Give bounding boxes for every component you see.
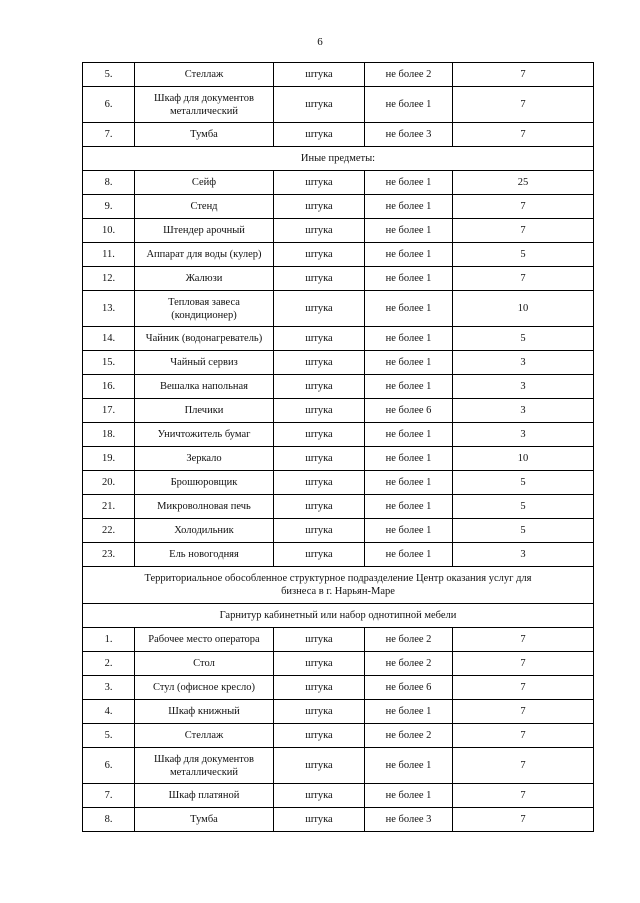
row-number-cell: 8. [83, 808, 135, 832]
quantity-cell: не более 1 [365, 748, 453, 784]
row-number-cell: 7. [83, 123, 135, 147]
unit-cell: штука [274, 652, 365, 676]
quantity-cell: не более 2 [365, 724, 453, 748]
table-row [83, 243, 594, 267]
item-name-cell: Аппарат для воды (кулер) [135, 243, 274, 267]
service-life-cell: 7 [453, 195, 594, 219]
item-name-cell: Сейф [135, 171, 274, 195]
item-name-cell: Вешалка напольная [135, 375, 274, 399]
table-row [83, 375, 594, 399]
item-name-cell: Зеркало [135, 447, 274, 471]
service-life-cell: 10 [453, 291, 594, 327]
row-number-cell: 16. [83, 375, 135, 399]
row-number-cell: 23. [83, 543, 135, 567]
item-name-cell: Шкаф платяной [135, 784, 274, 808]
table-row [83, 543, 594, 567]
row-number-cell: 8. [83, 171, 135, 195]
item-name-cell: Брошюровщик [135, 471, 274, 495]
row-number-cell: 10. [83, 219, 135, 243]
service-life-cell: 3 [453, 375, 594, 399]
section-heading: Иные предметы: [83, 147, 594, 171]
section-heading-row [83, 567, 594, 604]
item-name-cell: Стенд [135, 195, 274, 219]
unit-cell: штука [274, 87, 365, 123]
unit-cell: штука [274, 700, 365, 724]
service-life-cell: 5 [453, 519, 594, 543]
item-name-cell: Чайник (водонагреватель) [135, 327, 274, 351]
unit-cell: штука [274, 63, 365, 87]
page-number: 6 [317, 36, 323, 48]
unit-cell: штука [274, 267, 365, 291]
item-name-cell: Стеллаж [135, 63, 274, 87]
quantity-cell: не более 1 [365, 219, 453, 243]
unit-cell: штука [274, 724, 365, 748]
table-row [83, 195, 594, 219]
section-heading: Территориальное обособленное структурное подразделение Центр оказания услуг для бизнеса в г. Нарьян-Маре [83, 567, 594, 604]
service-life-cell: 7 [453, 63, 594, 87]
table-row [83, 700, 594, 724]
table-row [83, 628, 594, 652]
item-name-cell: Стул (офисное кресло) [135, 676, 274, 700]
quantity-cell: не более 6 [365, 676, 453, 700]
unit-cell: штука [274, 327, 365, 351]
service-life-cell: 7 [453, 700, 594, 724]
table-row [83, 219, 594, 243]
item-name-cell: Рабочее место оператора [135, 628, 274, 652]
table-row [83, 784, 594, 808]
inventory-table [82, 62, 594, 832]
service-life-cell: 25 [453, 171, 594, 195]
service-life-cell: 7 [453, 748, 594, 784]
quantity-cell: не более 1 [365, 267, 453, 291]
quantity-cell: не более 3 [365, 808, 453, 832]
quantity-cell: не более 1 [365, 447, 453, 471]
row-number-cell: 6. [83, 748, 135, 784]
unit-cell: штука [274, 519, 365, 543]
unit-cell: штука [274, 291, 365, 327]
section-heading: Гарнитур кабинетный или набор однотипной мебели [83, 604, 594, 628]
item-name-cell: Шкаф для документов металлический [135, 87, 274, 123]
table-row [83, 291, 594, 327]
unit-cell: штука [274, 423, 365, 447]
service-life-cell: 3 [453, 351, 594, 375]
row-number-cell: 5. [83, 724, 135, 748]
service-life-cell: 7 [453, 628, 594, 652]
item-name-cell: Жалюзи [135, 267, 274, 291]
row-number-cell: 14. [83, 327, 135, 351]
quantity-cell: не более 2 [365, 63, 453, 87]
row-number-cell: 11. [83, 243, 135, 267]
quantity-cell: не более 1 [365, 243, 453, 267]
unit-cell: штука [274, 808, 365, 832]
quantity-cell: не более 1 [365, 519, 453, 543]
unit-cell: штука [274, 171, 365, 195]
item-name-cell: Тепловая завеса (кондиционер) [135, 291, 274, 327]
item-name-cell: Тумба [135, 808, 274, 832]
item-name-cell: Плечики [135, 399, 274, 423]
table-row [83, 676, 594, 700]
service-life-cell: 7 [453, 267, 594, 291]
service-life-cell: 7 [453, 808, 594, 832]
quantity-cell: не более 1 [365, 471, 453, 495]
quantity-cell: не более 1 [365, 700, 453, 724]
quantity-cell: не более 1 [365, 351, 453, 375]
item-name-cell: Чайный сервиз [135, 351, 274, 375]
table-row [83, 652, 594, 676]
quantity-cell: не более 1 [365, 423, 453, 447]
table-row [83, 423, 594, 447]
unit-cell: штука [274, 351, 365, 375]
quantity-cell: не более 1 [365, 291, 453, 327]
unit-cell: штука [274, 123, 365, 147]
row-number-cell: 1. [83, 628, 135, 652]
item-name-cell: Стеллаж [135, 724, 274, 748]
service-life-cell: 5 [453, 495, 594, 519]
item-name-cell: Шкаф для документов металлический [135, 748, 274, 784]
row-number-cell: 20. [83, 471, 135, 495]
unit-cell: штука [274, 399, 365, 423]
unit-cell: штука [274, 628, 365, 652]
service-life-cell: 5 [453, 327, 594, 351]
table-row [83, 724, 594, 748]
quantity-cell: не более 2 [365, 652, 453, 676]
service-life-cell: 7 [453, 676, 594, 700]
unit-cell: штука [274, 784, 365, 808]
section-heading-row [83, 604, 594, 628]
row-number-cell: 9. [83, 195, 135, 219]
service-life-cell: 3 [453, 543, 594, 567]
service-life-cell: 3 [453, 423, 594, 447]
row-number-cell: 13. [83, 291, 135, 327]
row-number-cell: 4. [83, 700, 135, 724]
service-life-cell: 7 [453, 784, 594, 808]
quantity-cell: не более 1 [365, 495, 453, 519]
table-row [83, 123, 594, 147]
item-name-cell: Шкаф книжный [135, 700, 274, 724]
unit-cell: штука [274, 447, 365, 471]
quantity-cell: не более 1 [365, 784, 453, 808]
unit-cell: штука [274, 471, 365, 495]
row-number-cell: 17. [83, 399, 135, 423]
unit-cell: штука [274, 676, 365, 700]
row-number-cell: 12. [83, 267, 135, 291]
quantity-cell: не более 6 [365, 399, 453, 423]
item-name-cell: Холодильник [135, 519, 274, 543]
service-life-cell: 3 [453, 399, 594, 423]
unit-cell: штука [274, 195, 365, 219]
service-life-cell: 5 [453, 243, 594, 267]
table-row [83, 171, 594, 195]
service-life-cell: 7 [453, 87, 594, 123]
table-row [83, 748, 594, 784]
service-life-cell: 7 [453, 123, 594, 147]
unit-cell: штука [274, 243, 365, 267]
item-name-cell: Тумба [135, 123, 274, 147]
row-number-cell: 6. [83, 87, 135, 123]
table-row [83, 808, 594, 832]
row-number-cell: 3. [83, 676, 135, 700]
service-life-cell: 7 [453, 219, 594, 243]
item-name-cell: Микроволновая печь [135, 495, 274, 519]
row-number-cell: 5. [83, 63, 135, 87]
inventory-table-body [83, 63, 594, 832]
quantity-cell: не более 1 [365, 171, 453, 195]
quantity-cell: не более 1 [365, 87, 453, 123]
service-life-cell: 5 [453, 471, 594, 495]
row-number-cell: 7. [83, 784, 135, 808]
item-name-cell: Штендер арочный [135, 219, 274, 243]
service-life-cell: 7 [453, 652, 594, 676]
unit-cell: штука [274, 219, 365, 243]
table-row [83, 519, 594, 543]
unit-cell: штука [274, 748, 365, 784]
table-row [83, 327, 594, 351]
row-number-cell: 2. [83, 652, 135, 676]
quantity-cell: не более 1 [365, 327, 453, 351]
quantity-cell: не более 1 [365, 375, 453, 399]
table-row [83, 471, 594, 495]
table-row [83, 399, 594, 423]
table-row [83, 447, 594, 471]
quantity-cell: не более 1 [365, 543, 453, 567]
quantity-cell: не более 3 [365, 123, 453, 147]
row-number-cell: 21. [83, 495, 135, 519]
table-row [83, 87, 594, 123]
table-row [83, 495, 594, 519]
section-heading-row [83, 147, 594, 171]
row-number-cell: 15. [83, 351, 135, 375]
service-life-cell: 10 [453, 447, 594, 471]
table-row [83, 351, 594, 375]
item-name-cell: Стол [135, 652, 274, 676]
row-number-cell: 19. [83, 447, 135, 471]
service-life-cell: 7 [453, 724, 594, 748]
unit-cell: штука [274, 375, 365, 399]
row-number-cell: 22. [83, 519, 135, 543]
item-name-cell: Ель новогодняя [135, 543, 274, 567]
quantity-cell: не более 2 [365, 628, 453, 652]
table-row [83, 267, 594, 291]
unit-cell: штука [274, 495, 365, 519]
table-row [83, 63, 594, 87]
item-name-cell: Уничтожитель бумаг [135, 423, 274, 447]
row-number-cell: 18. [83, 423, 135, 447]
unit-cell: штука [274, 543, 365, 567]
quantity-cell: не более 1 [365, 195, 453, 219]
